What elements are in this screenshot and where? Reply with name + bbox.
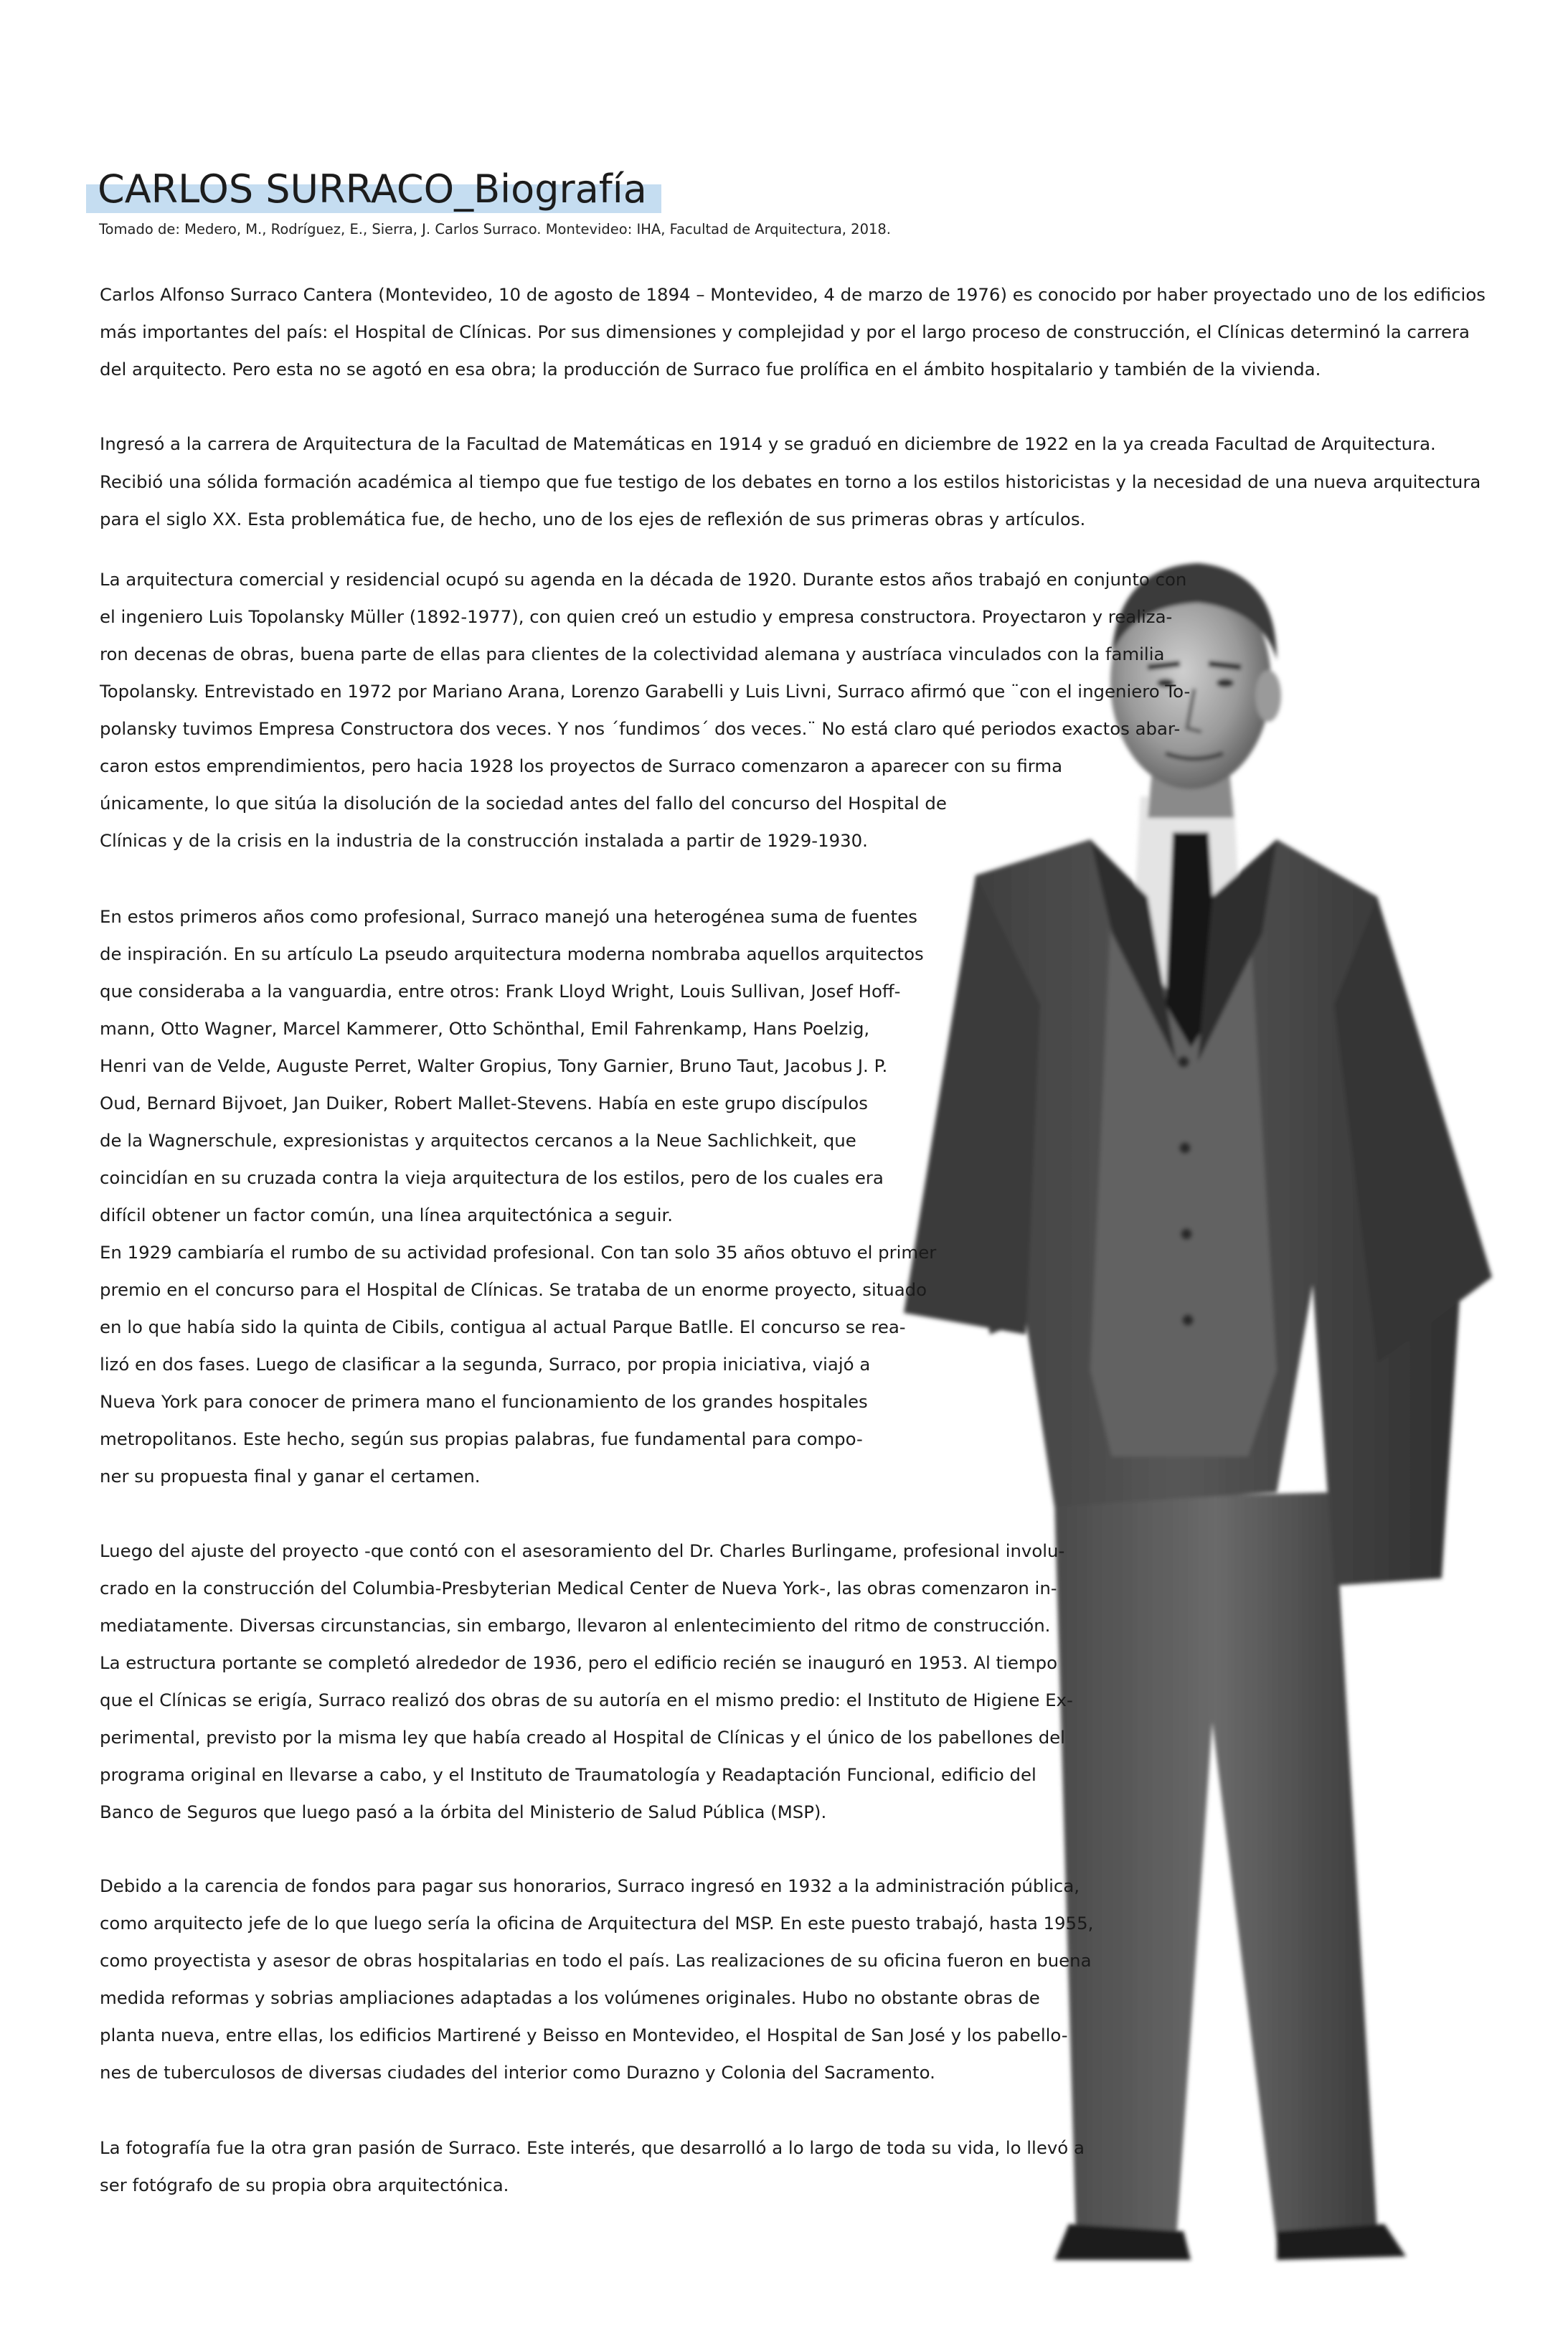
text-line: La fotografía fue la otra gran pasión de Surraco. Este interés, que desarrolló a lo largo de toda su vida, lo llevó a: [100, 2137, 1085, 2158]
text-line: el ingeniero Luis Topolansky Müller (1892-1977), con quien creó un estudio y empresa constructora. Proyectaron y realiza-: [100, 606, 1173, 627]
text-line: Debido a la carencia de fondos para pagar sus honorarios, Surraco ingresó en 1932 a la administración pública,: [100, 1875, 1080, 1896]
text-line: que el Clínicas se erigía, Surraco realizó dos obras de su autoría en el mismo predio: el Instituto de Higiene Ex-: [100, 1690, 1073, 1710]
text-line: perimental, previsto por la misma ley que había creado al Hospital de Clínicas y el único de los pabellones del: [100, 1727, 1065, 1748]
text-line: En 1929 cambiaría el rumbo de su actividad profesional. Con tan solo 35 años obtuvo el primer: [100, 1242, 937, 1263]
text-line: ner su propuesta final y ganar el certamen.: [100, 1466, 481, 1487]
text-line: Henri van de Velde, Auguste Perret, Walter Gropius, Tony Garnier, Bruno Taut, Jacobus J. P.: [100, 1055, 888, 1076]
text-line: En estos primeros años como profesional, Surraco manejó una heterogénea suma de fuentes: [100, 906, 917, 927]
portrait-photo: [875, 560, 1542, 2267]
text-line: nes de tuberculosos de diversas ciudades del interior como Durazno y Colonia del Sacramento.: [100, 2062, 935, 2083]
text-line: La estructura portante se completó alrededor de 1936, pero el edificio recién se inauguró en 1953. Al tiempo: [100, 1652, 1058, 1673]
text-line: medida reformas y sobrias ampliaciones adaptadas a los volúmenes originales. Hubo no obstante obras de: [100, 1987, 1040, 2008]
text-line: únicamente, lo que sitúa la disolución de la sociedad antes del fallo del concurso del Hospital de: [100, 793, 947, 814]
text-line: programa original en llevarse a cabo, y el Instituto de Traumatología y Readaptación Funcional, edificio del: [100, 1764, 1036, 1785]
text-line: para el siglo XX. Esta problemática fue, de hecho, uno de los ejes de reflexión de sus primeras obras y artículos.: [100, 509, 1086, 529]
text-line: que consideraba a la vanguardia, entre otros: Frank Lloyd Wright, Louis Sullivan, Josef Hoff-: [100, 981, 901, 1002]
text-line: planta nueva, entre ellas, los edificios Martirené y Beisso en Montevideo, el Hospital de San José y los pabello-: [100, 2025, 1068, 2045]
text-line: coincidían en su cruzada contra la vieja arquitectura de los estilos, pero de los cuales era: [100, 1167, 884, 1188]
text-line: La arquitectura comercial y residencial ocupó su agenda en la década de 1920. Durante estos años trabajó en conjunto con: [100, 569, 1187, 590]
text-line: lizó en dos fases. Luego de clasificar a la segunda, Surraco, por propia iniciativa, viajó a: [100, 1354, 871, 1375]
text-line: difícil obtener un factor común, una línea arquitectónica a seguir.: [100, 1205, 674, 1225]
text-line: caron estos emprendimientos, pero hacia 1928 los proyectos de Surraco comenzaron a aparecer con su firma: [100, 755, 1063, 776]
source-citation: Tomado de: Medero, M., Rodríguez, E., Sierra, J. Carlos Surraco. Montevideo: IHA, Facultad de Arquitectura, 2018.: [99, 221, 891, 237]
text-line: metropolitanos. Este hecho, según sus propias palabras, fue fundamental para compo-: [100, 1428, 863, 1449]
text-line: Ingresó a la carrera de Arquitectura de la Facultad de Matemáticas en 1914 y se graduó en diciembre de 1922 en la ya creada Facultad de Arquitectura.: [100, 433, 1436, 454]
text-line: ron decenas de obras, buena parte de ellas para clientes de la colectividad alemana y austríaca vinculados con la familia: [100, 644, 1165, 664]
text-line: como proyectista y asesor de obras hospitalarias en todo el país. Las realizaciones de su oficina fueron en buena: [100, 1950, 1092, 1971]
text-line: en lo que había sido la quinta de Cibils, contigua al actual Parque Batlle. El concurso se rea-: [100, 1317, 906, 1337]
text-line: mediatamente. Diversas circunstancias, sin embargo, llevaron al enlentecimiento del ritmo de construcción.: [100, 1615, 1051, 1636]
page-title: CARLOS SURRACO_Biografía: [98, 166, 647, 212]
text-line: Clínicas y de la crisis en la industria de la construcción instalada a partir de 1929-1930.: [100, 830, 868, 851]
text-line: más importantes del país: el Hospital de Clínicas. Por sus dimensiones y complejidad y por el largo proceso de construcción, el Clínicas determinó la carrera: [100, 321, 1470, 342]
text-line: Recibió una sólida formación académica al tiempo que fue testigo de los debates en torno a los estilos historicistas y la necesidad de una nueva arquitectura: [100, 471, 1481, 492]
text-line: de inspiración. En su artículo La pseudo arquitectura moderna nombraba aquellos arquitectos: [100, 943, 924, 964]
text-line: Carlos Alfonso Surraco Cantera (Montevideo, 10 de agosto de 1894 – Montevideo, 4 de marzo de 1976) es conocido por haber proyectado uno de los edificios: [100, 284, 1486, 305]
text-line: del arquitecto. Pero esta no se agotó en esa obra; la producción de Surraco fue prolífica en el ámbito hospitalario y también de la vivienda.: [100, 359, 1321, 380]
text-line: de la Wagnerschule, expresionistas y arquitectos cercanos a la Neue Sachlichkeit, que: [100, 1130, 856, 1151]
text-line: Nueva York para conocer de primera mano el funcionamiento de los grandes hospitales: [100, 1391, 868, 1412]
text-line: Topolansky. Entrevistado en 1972 por Mariano Arana, Lorenzo Garabelli y Luis Livni, Surraco afirmó que ¨con el ingeniero To-: [100, 681, 1191, 702]
text-line: Oud, Bernard Bijvoet, Jan Duiker, Robert Mallet-Stevens. Había en este grupo discípulos: [100, 1093, 868, 1113]
text-line: ser fotógrafo de su propia obra arquitectónica.: [100, 2175, 509, 2195]
text-line: como arquitecto jefe de lo que luego sería la oficina de Arquitectura del MSP. En este puesto trabajó, hasta 1955,: [100, 1913, 1094, 1934]
text-line: Banco de Seguros que luego pasó a la órbita del Ministerio de Salud Pública (MSP).: [100, 1802, 827, 1822]
text-line: crado en la construcción del Columbia-Presbyterian Medical Center de Nueva York-, las obras comenzaron in-: [100, 1578, 1057, 1598]
text-line: polansky tuvimos Empresa Constructora dos veces. Y nos ´fundimos´ dos veces.¨ No está claro qué periodos exactos abar-: [100, 718, 1181, 739]
text-line: premio en el concurso para el Hospital de Clínicas. Se trataba de un enorme proyecto, situado: [100, 1279, 927, 1300]
text-line: Luego del ajuste del proyecto -que contó con el asesoramiento del Dr. Charles Burlingame, profesional involu-: [100, 1540, 1065, 1561]
text-line: mann, Otto Wagner, Marcel Kammerer, Otto Schönthal, Emil Fahrenkamp, Hans Poelzig,: [100, 1018, 870, 1039]
